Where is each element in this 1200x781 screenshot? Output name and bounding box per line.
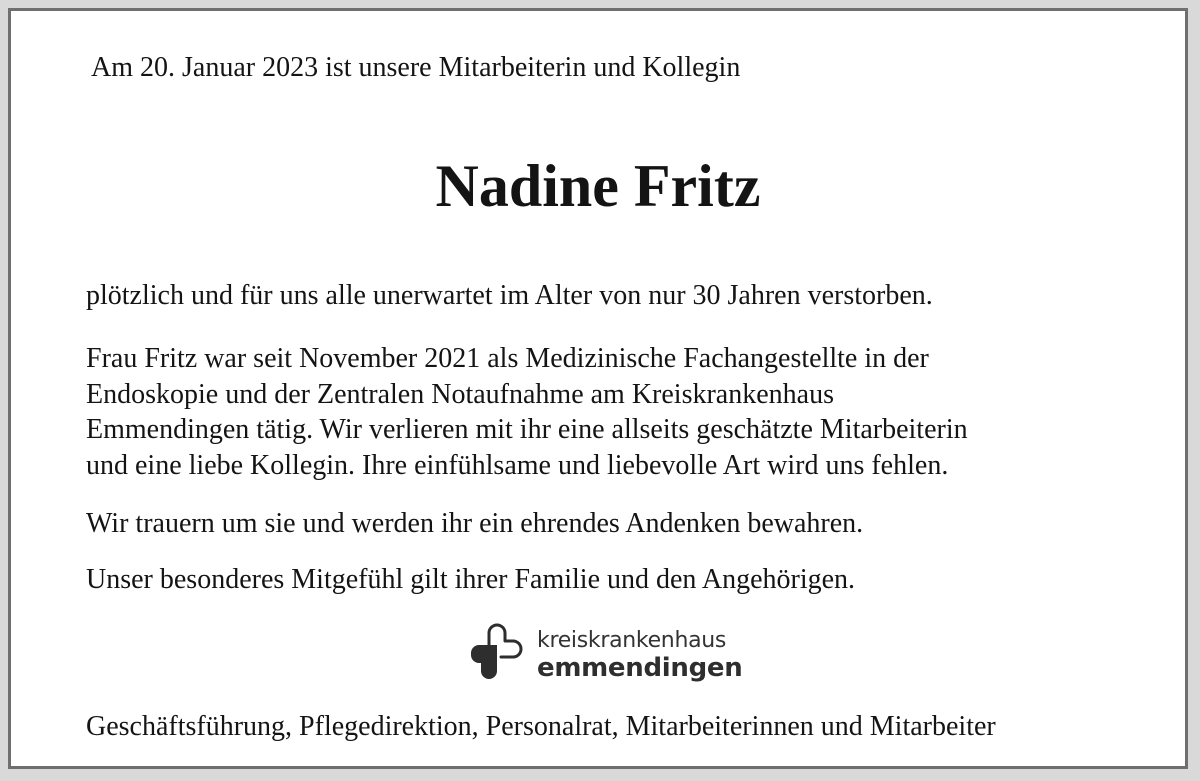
logo-text-line2: emmendingen [537,653,743,683]
biography-line: und eine liebe Kollegin. Ihre einfühlsame und liebevolle Art wird uns fehlen. [86,449,949,481]
deceased-name: Nadine Fritz [435,153,761,219]
biography-line: Frau Fritz war seit November 2021 als Medizinische Fachangestellte in der [86,343,929,374]
signature-line: Geschäftsführung, Pflegedirektion, Personalrat, Mitarbeiterinnen und Mitarbeiter [86,711,996,742]
paragraph-death-announcement: plötzlich und für uns alle unerwartet im Alter von nur 30 Jahren verstorben. [86,280,933,311]
biography-line: Endoskopie und der Zentralen Notaufnahme am Kreiskrankenhaus [86,378,834,410]
obituary-notice [8,8,1188,769]
hospital-logo [467,621,747,685]
paragraph-condolences: Unser besonderes Mitgefühl gilt ihrer Familie und den Angehörigen. [86,564,856,595]
biography-line: Emmendingen tätig. Wir verlieren mit ihr eine allseits geschätzte Mitarbeiterin [86,414,968,445]
paragraph-biography [86,341,968,483]
cross-logo-icon [467,623,527,683]
logo-text-line1: kreiskrankenhaus [537,628,727,653]
paragraph-mourning: Wir trauern um sie und werden ihr ein ehrendes Andenken bewahren. [86,508,864,539]
intro-text: Am 20. Januar 2023 ist unsere Mitarbeiterin und Kollegin [91,52,741,83]
